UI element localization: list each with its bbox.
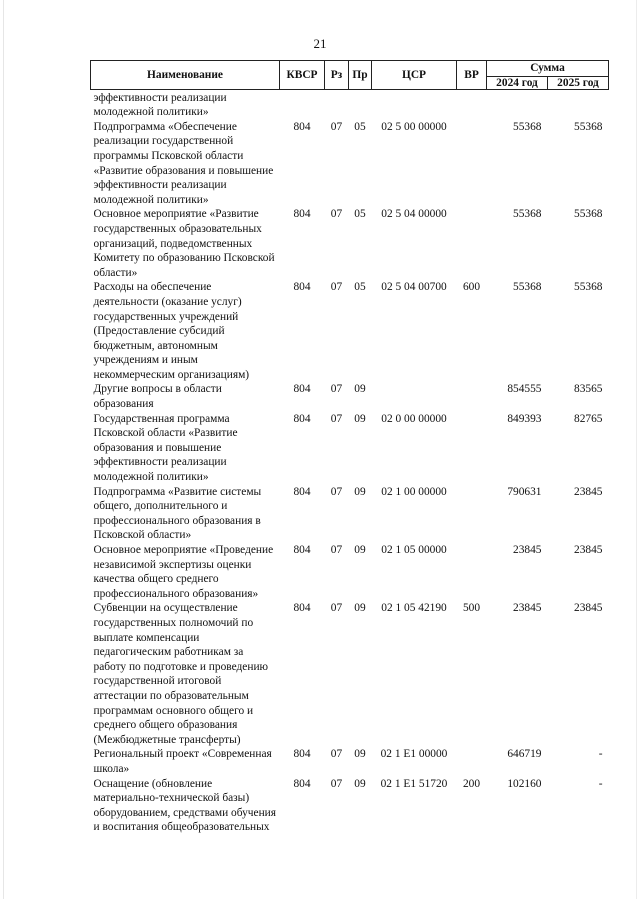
cell-csr: 02 1 05 00000 (381, 544, 447, 556)
cell-sum-2025: 55368 (574, 208, 603, 221)
scan-edge-left (3, 0, 4, 899)
cell-sum-2025: 23845 (574, 485, 603, 498)
table-row (91, 382, 609, 411)
cell-kvsr: 804 (293, 544, 311, 556)
cell-sum-2024: 55368 (513, 281, 542, 294)
cell-vr (457, 543, 487, 601)
table-row (91, 747, 609, 776)
cell-vr (457, 747, 487, 776)
cell-csr: 02 5 00 00000 (381, 120, 447, 133)
cell-rz (325, 89, 349, 120)
cell-name: Региональный проект «Современная школа» (93, 748, 272, 775)
cell-csr: 02 1 00 00000 (381, 485, 447, 498)
cell-rz: 07 (330, 602, 343, 615)
cell-vr: 200 (462, 777, 481, 790)
cell-pr: 09 (354, 412, 366, 425)
cell-name: Оснащение (обновление материально-технической базы) оборудованием, средствами обучения и воспитания общеобразовательных (93, 777, 277, 834)
cell-rz: 07 (330, 748, 343, 761)
cell-name: Подпрограмма «Обеспечение реализации государственной программы Псковской области «Развитие образования и повышение эффективности реализации молодежной политики» (93, 120, 274, 206)
table-row (91, 601, 609, 747)
header-rz: Рз (325, 61, 349, 90)
page-number: 21 (313, 36, 327, 51)
cell-rz: 07 (330, 281, 343, 294)
cell-kvsr: 804 (293, 485, 311, 498)
table-row (91, 280, 609, 382)
header-vr: ВР (457, 61, 487, 90)
cell-name: Расходы на обеспечение деятельности (оказание услуг) государственных учреждений (Предоставление субсидий бюджетным, автономным учреждениям и иным некоммерческим организациям) (93, 281, 250, 381)
cell-name: эффективности реализации молодежной политики» (93, 91, 227, 119)
cell-sum-2024: 102160 (507, 777, 542, 790)
cell-name: Основное мероприятие «Проведение независимой экспертизы оценки качества общего среднего профессионального образования» (93, 544, 274, 600)
cell-name: Государственная программа Псковской области «Развитие образования и повышение эффективности реализации молодежной политики» (93, 412, 238, 484)
cell-rz: 07 (330, 544, 343, 556)
header-year-2024: 2024 год (487, 76, 548, 89)
cell-csr: 02 0 00 00000 (381, 412, 447, 425)
header-kvsr: КВСР (280, 61, 325, 90)
cell-csr: 02 1 E1 51720 (380, 777, 448, 790)
cell-vr: 500 (462, 602, 481, 615)
cell-csr (372, 89, 457, 120)
cell-pr: 05 (354, 120, 366, 133)
scan-edge-right (636, 0, 637, 899)
cell-pr: 09 (354, 383, 366, 396)
cell-kvsr: 804 (293, 602, 311, 615)
cell-sum-2025: 23845 (574, 544, 603, 556)
cell-name: Другие вопросы в области образования (93, 383, 222, 411)
cell-kvsr: 804 (293, 208, 311, 221)
cell-sum-2024: 23845 (513, 602, 542, 615)
table-row (91, 543, 609, 601)
cell-pr: 09 (354, 777, 366, 790)
cell-kvsr: 804 (293, 281, 311, 294)
cell-name: Подпрограмма «Развитие системы общего, дополнительного и профессионального образования в Псковской области» (93, 485, 262, 542)
cell-csr: 02 5 04 00700 (381, 281, 447, 294)
cell-pr: 09 (354, 748, 366, 761)
cell-kvsr: 804 (293, 383, 311, 396)
table-row (91, 412, 609, 485)
cell-csr: 02 1 E1 00000 (380, 748, 448, 761)
cell-sum-2025: 55368 (574, 281, 603, 294)
cell-sum-2024: 854555 (507, 383, 542, 396)
cell-kvsr: 804 (293, 777, 311, 790)
cell-sum-2025: - (598, 777, 603, 790)
cell-sum-2025: 82765 (574, 412, 603, 425)
cell-rz: 07 (330, 485, 343, 498)
cell-kvsr: 804 (293, 412, 311, 425)
table-header (91, 61, 609, 90)
table-row (91, 89, 609, 120)
cell-sum-2025: - (598, 748, 603, 761)
cell-kvsr: 804 (293, 120, 311, 133)
cell-sum-2024: 646719 (507, 748, 542, 761)
header-sum: Сумма (487, 61, 609, 77)
header-year-2025: 2025 год (548, 76, 609, 89)
cell-sum-2024: 55368 (513, 208, 542, 221)
cell-rz: 07 (330, 383, 343, 396)
cell-rz: 07 (330, 120, 343, 133)
cell-csr: 02 5 04 00000 (381, 208, 447, 221)
cell-kvsr (280, 89, 325, 120)
cell-name: Основное мероприятие «Развитие государственных образовательных организаций, подведомственных Комитету по образованию Псковской области» (93, 208, 275, 279)
cell-vr (457, 89, 487, 120)
cell-pr: 05 (354, 208, 366, 221)
cell-pr: 09 (354, 544, 366, 556)
cell-sum-2024 (487, 89, 548, 120)
cell-vr (457, 485, 487, 543)
cell-name: Субвенции на осуществление государственных полномочий по выплате компенсации педагогическим работникам за работу по подготовке и проведению государственной итоговой аттестации по образовательным программам основного общего и среднего общего образования (Межбюджетные трансферты) (93, 602, 269, 746)
cell-kvsr: 804 (293, 748, 311, 761)
table-row (91, 777, 609, 835)
table-row (91, 120, 609, 208)
header-pr: Пр (349, 61, 372, 90)
cell-pr (349, 89, 372, 120)
cell-sum-2024: 790631 (507, 485, 542, 498)
cell-rz: 07 (330, 208, 343, 221)
cell-vr (457, 120, 487, 208)
cell-vr: 600 (462, 281, 481, 294)
cell-sum-2025: 83565 (574, 383, 603, 396)
cell-pr: 09 (354, 602, 366, 615)
cell-sum-2024: 23845 (513, 544, 542, 556)
table-row (91, 207, 609, 280)
cell-vr (457, 412, 487, 485)
cell-sum-2024: 849393 (507, 412, 542, 425)
table-body (91, 89, 609, 835)
cell-vr (457, 382, 487, 411)
cell-csr: 02 1 05 42190 (381, 602, 447, 615)
header-name: Наименование (91, 61, 280, 90)
cell-rz: 07 (330, 412, 343, 425)
cell-sum-2024: 55368 (513, 120, 542, 133)
header-csr: ЦСР (372, 61, 457, 90)
cell-sum-2025: 55368 (574, 120, 603, 133)
cell-rz: 07 (330, 777, 343, 790)
cell-csr (372, 382, 457, 411)
cell-sum-2025 (548, 89, 609, 120)
cell-pr: 05 (354, 281, 366, 294)
table-row (91, 485, 609, 543)
cell-vr (457, 207, 487, 280)
cell-pr: 09 (354, 485, 366, 498)
budget-table (90, 60, 609, 835)
cell-sum-2025: 23845 (574, 602, 603, 615)
